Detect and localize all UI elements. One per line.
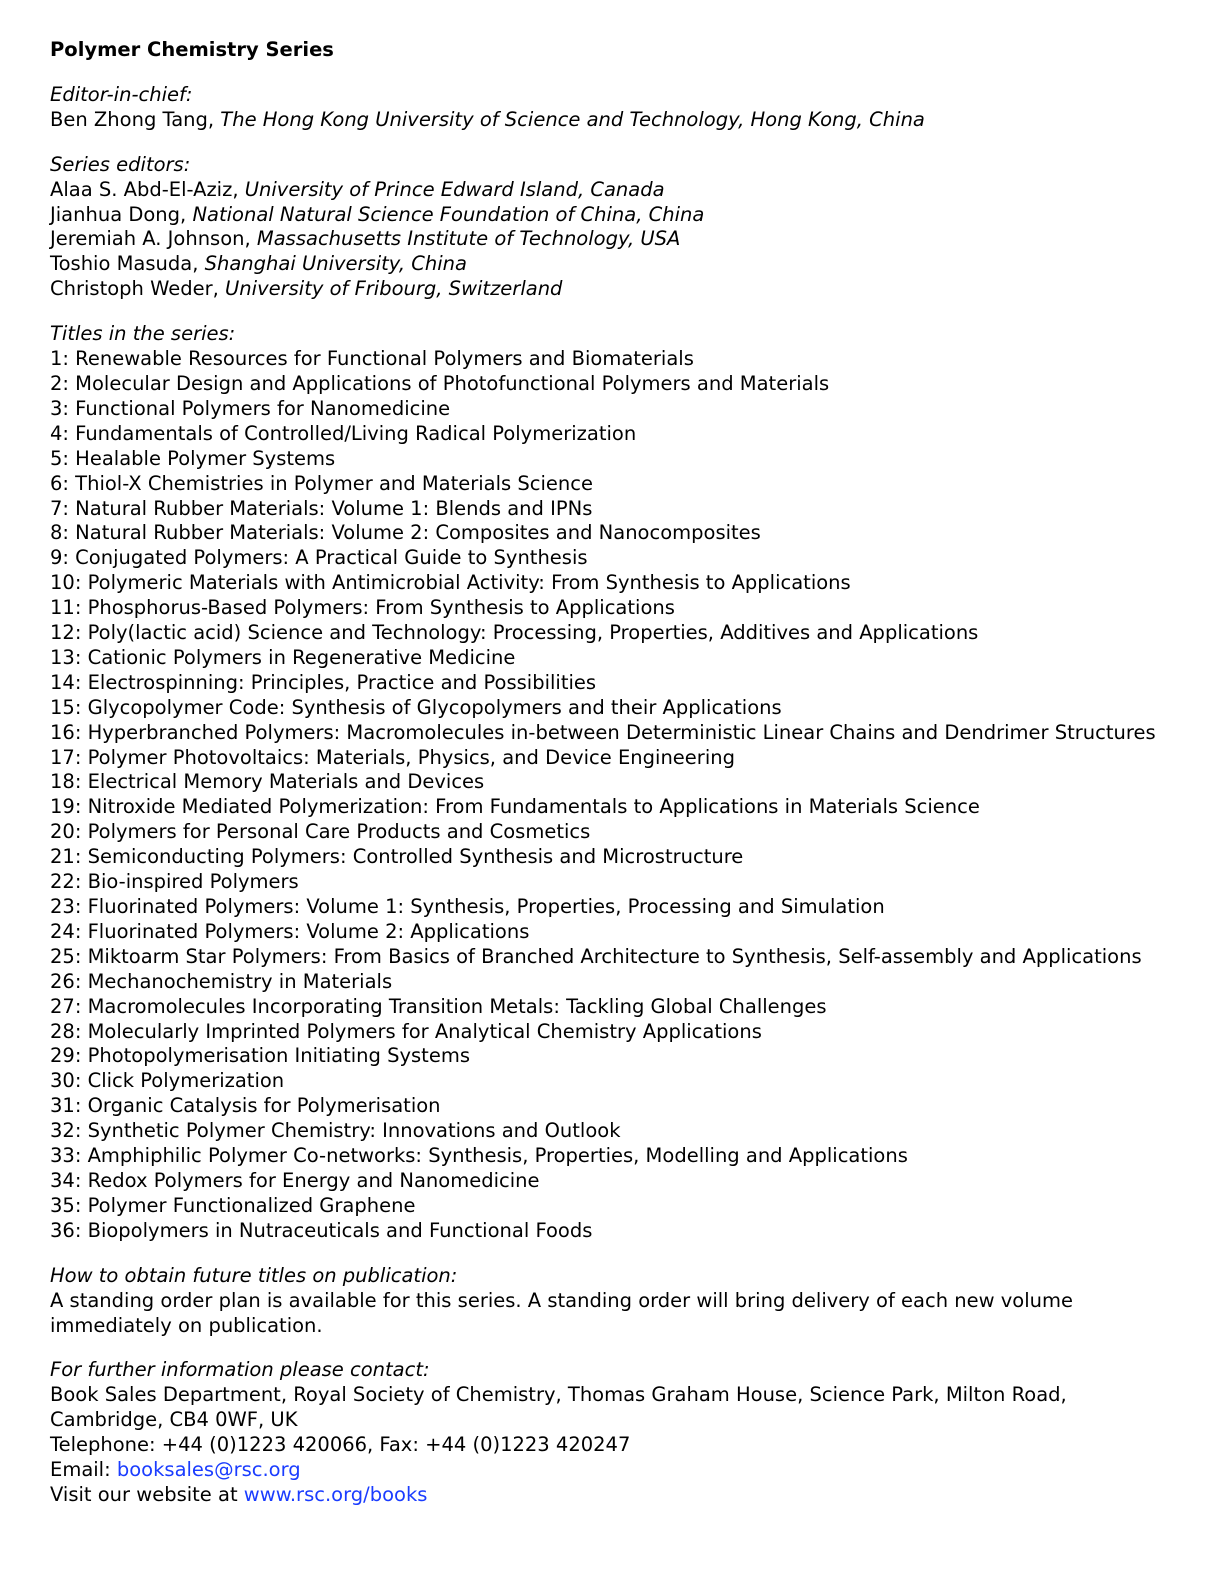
- title-item: 34: Redox Polymers for Energy and Nanomedicine: [50, 1168, 540, 1192]
- future-titles-heading: How to obtain future titles on publication:: [50, 1263, 458, 1287]
- series-editor-affiliation: University of Prince Edward Island, Canada: [244, 177, 665, 201]
- title-item: 23: Fluorinated Polymers: Volume 1: Synthesis, Properties, Processing and Simulation: [50, 895, 885, 918]
- series-editor-affiliation: National Natural Science Foundation of China, China: [192, 202, 705, 226]
- title-item: 24: Fluorinated Polymers: Volume 2: Applications: [50, 919, 530, 943]
- series-editor-name: Alaa S. Abd-El-Aziz,: [50, 177, 245, 201]
- title-item: 19: Nitroxide Mediated Polymerization: From Fundamentals to Applications in Materials Science: [50, 795, 980, 819]
- email-link[interactable]: booksales@rsc.org: [116, 1458, 301, 1482]
- title-item: 6: Thiol-X Chemistries in Polymer and Materials Science: [50, 471, 594, 495]
- title-item: 36: Biopolymers in Nutraceuticals and Functional Foods: [50, 1218, 593, 1242]
- series-editor-entry: [50, 178, 1180, 203]
- series-editor-name: Jianhua Dong,: [50, 202, 193, 226]
- series-title: Polymer Chemistry Series: [50, 38, 334, 61]
- contact-section: [50, 1358, 1180, 1507]
- series-editor-name: Jeremiah A. Johnson,: [50, 227, 257, 251]
- title-item: 21: Semiconducting Polymers: Controlled Synthesis and Microstructure: [50, 845, 744, 869]
- title-item: 16: Hyperbranched Polymers: Macromolecules in-between Deterministic Linear Chains and Dendrimer Structures: [50, 720, 1156, 744]
- title-item: 27: Macromolecules Incorporating Transition Metals: Tackling Global Challenges: [50, 994, 827, 1018]
- series-editor-affiliation: University of Fribourg, Switzerland: [225, 277, 563, 301]
- series-editor-affiliation: Shanghai University, China: [204, 252, 467, 276]
- title-item: 8: Natural Rubber Materials: Volume 2: Composites and Nanocomposites: [50, 521, 761, 545]
- title-item: 9: Conjugated Polymers: A Practical Guide to Synthesis: [50, 546, 588, 570]
- series-editor-name: Christoph Weder,: [50, 277, 226, 301]
- contact-email-line: [50, 1458, 1180, 1483]
- title-item: 4: Fundamentals of Controlled/Living Radical Polymerization: [50, 421, 637, 445]
- contact-address: Book Sales Department, Royal Society of Chemistry, Thomas Graham House, Science Park, Milton Road, Cambridge, CB4 0WF, UK: [50, 1383, 1067, 1432]
- email-label: Email:: [50, 1458, 117, 1482]
- title-item: 17: Polymer Photovoltaics: Materials, Physics, and Device Engineering: [50, 745, 735, 769]
- standing-order-text: A standing order plan is available for this series. A standing order will bring delivery of each new volume immediately on publication.: [50, 1288, 1073, 1337]
- title-item: 32: Synthetic Polymer Chemistry: Innovations and Outlook: [50, 1119, 621, 1143]
- title-item: 15: Glycopolymer Code: Synthesis of Glycopolymers and their Applications: [50, 695, 782, 719]
- series-editor-entry: [50, 277, 1180, 302]
- editor-in-chief-section: [50, 83, 1180, 133]
- editor-in-chief-heading: Editor-in-chief:: [50, 82, 193, 106]
- title-item: 7: Natural Rubber Materials: Volume 1: Blends and IPNs: [50, 496, 593, 520]
- title-item: 14: Electrospinning: Principles, Practice and Possibilities: [50, 670, 597, 694]
- title-item: 1: Renewable Resources for Functional Polymers and Biomaterials: [50, 347, 694, 371]
- title-item: 30: Click Polymerization: [50, 1069, 285, 1093]
- title-item: 5: Healable Polymer Systems: [50, 446, 336, 470]
- series-editors-heading: Series editors:: [50, 152, 191, 176]
- series-editor-affiliation: Massachusetts Institute of Technology, USA: [256, 227, 681, 251]
- title-item: 25: Miktoarm Star Polymers: From Basics of Branched Architecture to Synthesis, Self-assembly and Applications: [50, 944, 1142, 968]
- title-item: 12: Poly(lactic acid) Science and Technology: Processing, Properties, Additives and Applications: [50, 621, 979, 645]
- editor-affiliation: The Hong Kong University of Science and Technology, Hong Kong, China: [220, 107, 925, 131]
- website-label: Visit our website at: [50, 1482, 244, 1506]
- title-item: 33: Amphiphilic Polymer Co-networks: Synthesis, Properties, Modelling and Applications: [50, 1144, 908, 1168]
- title-item: 3: Functional Polymers for Nanomedicine: [50, 396, 451, 420]
- title-item: 13: Cationic Polymers in Regenerative Medicine: [50, 645, 516, 669]
- title-item: 10: Polymeric Materials with Antimicrobial Activity: From Synthesis to Applications: [50, 571, 851, 595]
- title-item: 20: Polymers for Personal Care Products and Cosmetics: [50, 820, 591, 844]
- series-editor-entry: [50, 227, 1180, 252]
- title-item: 31: Organic Catalysis for Polymerisation: [50, 1094, 441, 1118]
- series-editor-entry: [50, 252, 1180, 277]
- future-titles-section: [50, 1264, 1180, 1339]
- title-item: 22: Bio-inspired Polymers: [50, 870, 299, 894]
- editor-in-chief-entry: [50, 108, 1180, 133]
- title-item: 29: Photopolymerisation Initiating Systems: [50, 1044, 470, 1068]
- contact-heading: For further information please contact:: [50, 1358, 430, 1382]
- contact-telephone: Telephone: +44 (0)1223 420066, Fax: +44 (0)1223 420247: [50, 1433, 631, 1457]
- series-editor-entry: [50, 203, 1180, 228]
- website-link[interactable]: www.rsc.org/books: [243, 1482, 428, 1506]
- title-item: 18: Electrical Memory Materials and Devices: [50, 770, 485, 794]
- title-item: 35: Polymer Functionalized Graphene: [50, 1193, 416, 1217]
- series-editors-section: [50, 153, 1180, 302]
- series-editor-name: Toshio Masuda,: [50, 252, 205, 276]
- titles-heading: Titles in the series:: [50, 322, 236, 346]
- title-item: 26: Mechanochemistry in Materials: [50, 969, 393, 993]
- title-item: 28: Molecularly Imprinted Polymers for Analytical Chemistry Applications: [50, 1019, 762, 1043]
- series-page: [50, 38, 1180, 1528]
- title-item: 11: Phosphorus-Based Polymers: From Synthesis to Applications: [50, 596, 675, 620]
- editor-name: Ben Zhong Tang,: [50, 107, 221, 131]
- title-item: 2: Molecular Design and Applications of Photofunctional Polymers and Materials: [50, 371, 830, 395]
- contact-website-line: [50, 1483, 1180, 1508]
- titles-section: [50, 322, 1180, 1244]
